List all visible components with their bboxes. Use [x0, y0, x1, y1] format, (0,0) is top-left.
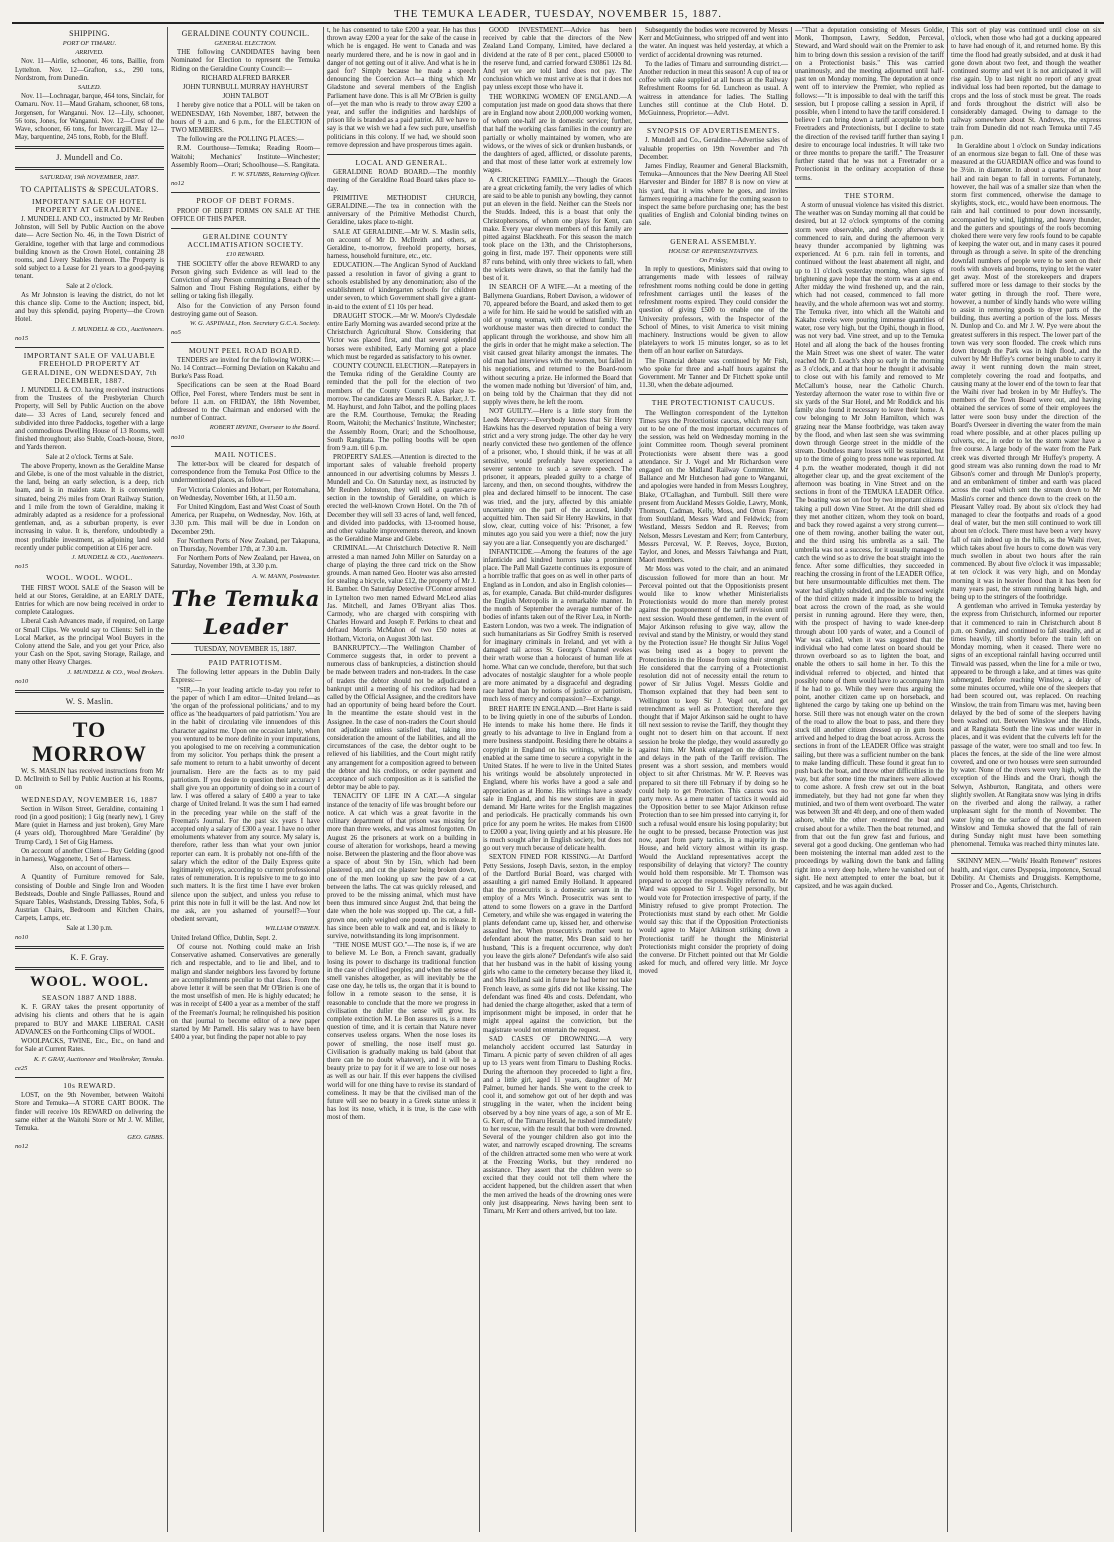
- returning-officer-signature: F. W. STUBBS, Returning Officer.: [231, 171, 320, 179]
- freehold-time: Sale at 2 o'clock. Terms at Sale.: [45, 453, 134, 461]
- obrien-signature: WILLIAM O'BRIEN.: [265, 925, 320, 933]
- overseer-signature: ROBERT IRVINE, Overseer to the Board.: [209, 424, 320, 432]
- assembly-item: In reply to questions, Ministers said that owing to arrangements made with lessees of railway refreshment rooms nothing could be done in getting refreshment carriages until the leases of the refreshment rooms expired. They could consider the question of giving £500 to enable one of the University professors, with the Inspector of the School of Mines, to visit America to visit mining machinery. Instructions would be given to allow platelayers to work 15 minutes longer, so as to let them off an hour earlier on Saturdays.: [639, 266, 788, 356]
- acclimatisation-text: THE SOCIETY offer the above REWARD to any Person giving such Evidence as will lead to the Conviction of any Person committing a Breach of the Salmon and Trout Fishing Regulations, either by selling or taking fish illegally.: [171, 260, 320, 301]
- mail-item: For Northern Ports of New Zealand, per Hawea, on Saturday, November 19th, at 3.30 p.m.: [171, 555, 320, 571]
- divider: [15, 690, 164, 693]
- news-item: CRIMINAL.—At Christchurch Detective R. Neill arrested a man named John Miller on Saturday on a charge of playing the three card trick on the Show grounds. A man named Geo. Hooter was also arrested for stealing a bicycle, value £12, the property of Mr J. H. Bamber. On Saturday Detective O'Connor arrested in Lyttelton two men named Edward McLeod alias Jas. Mitchell, and James O'Bryant alias Thos. Carmody, who are charged with conspiring with Charles Howard and Joseph F. Perkins to cheat and defraud Morris McMahon of two £50 notes at Hotham, Victoria, on August 30th last.: [327, 545, 476, 643]
- caucus-text: Mr Moss was voted to the chair, and an animated discussion followed for more than an hour. Mr Perceval pointed out that the Oppositionists present would like to know whether Ministerialists Protectionists would do more than merely protest against the postponement of the tariff revision until next session. Would these gentlemen, in the event of Major Atkinson refusing to give way, allow the revival and stand by the Ministry, or would they stand by the Protection issue? He thought Sir Julius Vogel was being used as a bogey to prevent the Protectionists in the House from using their strength. He considered that the carrying of a Protectionist resolution did not of necessity entail the return to power of Sir Julius Vogel. Messrs Goldie and Thomson explained that they had been sent to Wellington to keep Sir J. Vogel out, and get retrenchment as well as Protection; therefore they thought that if Major Atkinson said he ought to have till next session to revise the Tariff, they thought they ought not to desert him on that account. If next session he broke the pledge, they would assuredly go against him. Mr Monk enlarged on the difficulties and delays in the path of the Tariff revision. The present was a short session, and members would object to sit after Christmas. Mr W. P. Reeves was prepared to sit there till February if by doing so he could help to get Protection. This caucus was no party move. As a mere matter of tactics it would aid the Opposition better to see Major Atkinson refuse Protection than to see him pressed into carrying it, for such a refusal would ensure his losing popularity; but he ought to be pressed, because Protection was just now, apart from party tactics, in a majority in the House, and held victory almost within its grasp. Would the Auckland representatives accept the responsibility of delaying that victory? The country would hold them responsible. Mr T. Thomson was prepared to accept the responsibility referred to. Mr Ward was opposed to Sir J. Vogel personally, but would vote for Protection irrespective of party, if the Ministry refused to give prompt Protection. The Protectionists must stand by each other. Mr Goldie would say this: that if the Opposition Protectionists would agree to Major Atkinson striking down a Protectionist tariff he thought the Ministerial Protectionists might consider the propriety of doing the converse. Dr Fitchett pointed out that Mr Goldie asked for much, and offered very little. Mr Joyce moved: [639, 566, 788, 976]
- tomorrow-heading: TO MORROW: [32, 717, 147, 767]
- caucus-heading: THE PROTECTIONIST CAUCUS.: [651, 398, 776, 408]
- sailed-heading: SAILED.: [77, 84, 102, 92]
- divider: [795, 187, 944, 188]
- paid-patriotism-comment: Of course not. Nothing could make an Irish Conservative ashamed. Conservatives are generally rich and respectable, and to lie and libel, and to malign and slander neighbors less favored by fortune are accomplishments peculiar to that class. From the above letter it will be seen that Mr O'Brien is one of the most unselfish of men. He is highly educated; he was in receipt of £400 a year as a member of the staff of the Freeman's Journal; he relinquished his position on that journal to become editor of a new paper started by Mr Parnell. His salary was to have been £400 a year, but finding the paper not able to pay: [171, 943, 320, 1042]
- auctioneers-signature: J. MUNDELL & CO., Auctioneers.: [71, 553, 164, 561]
- divider: [15, 946, 164, 949]
- divider: [327, 154, 476, 155]
- secretary-signature: W. G. ASPINALL, Hon. Secretary G.C.A. Society.: [189, 320, 320, 328]
- ad-code: no10: [15, 933, 29, 941]
- freehold-heading: IMPORTANT SALE OF VALUABLE FREEHOLD PROPERTY AT GERALDINE, ON WEDNESDAY, 7th DECEMBER, 1887.: [21, 351, 158, 385]
- news-item: INFANTICIDE.—Among the features of the age infanticide and kindred horrors take a prominent place. The Pall Mall Gazette continues its exposure of a horrible traffic that goes on as well in other parts of England as in London, and also in English colonies—as, for example, Canada. But child-murder disfigures the English Metropolis in a remarkable manner. In the month of September the average number of the bodies of infants taken out of the River Lea, in North-Eastern London, was two a week. The indignation of such humanitarians as Sir Godfrey Smith is reserved for imaginary criminals in Ireland, and yet with a damaged tail across St. George's Channel evokes their wrath worse than a holocaust of human life at home. What can we conclude, therefore, but that such advocates of nostalgic slaughter for a whole people are more animated by a disgraceful and degrading race hatred than by notions of justice or patriotism, much less of mercy and compassion?—Exchange.: [483, 548, 632, 704]
- candidate: JOHN TURNBULL MURRAY HAYHURST: [182, 84, 309, 92]
- divider: [15, 146, 164, 149]
- proof-heading: PROOF OF DEBT FORMS.: [196, 196, 295, 206]
- news-item: BANKRUPTCY.—The Wellington Chamber of Commerce suggests that, in order to prevent a numerous class of bankruptcies, a distinction should be made between traders and non-traders. In the case of traders the debtor should not be adjudicated a bankrupt until a meeting of his creditors had been called by the Official Assignee, and the creditors have had an opportunity of being heard before the Court. In the meantime the estate should vest in the Assignee. In the case of non-traders the Court should not adjudicate unless satisfied that, taking into consideration the amount of the liabilities, and all the circumstances of the case, the debtor ought to be relieved of his liabilities, and the Court might ratify any arrangement for a composition agreed to between the debtor and his creditors, or order payment and acceptance of such composition as it is satisfied the debtor may be able to pay.: [327, 644, 476, 792]
- mail-item: For United Kingdom, East and West Coast of South America, per Ruapehu, on Wednesday, Nov. 16th, at 3.30 p.m. This mail will be due in London on December 29th.: [171, 503, 320, 536]
- news-item: BRET HARTE IN ENGLAND.—Bret Harte is said to be living quietly in one of the suburbs of London. He intends to make his home there. He finds it greatly to his advantage to live in England from a mere business standpoint. Residing there he obtains a copyright in England on his writings, while he is enabled at the same time to secure a copyright in the United States. If he were to live in the United States his writings would be absolutely unprotected in England, where his works have a good a sale and appreciation as at Home. His writings have a steady sale in England, and his new stories are in great demand. Mr Harte writes for the English magazines and periodicals. He practically commands his own price for any poem he writes. He makes from £1600 to £2000 a year, living quietly and at his pleasure. He is much sought after in English society, but does not go out very much because of delicate health.: [483, 705, 632, 853]
- column-1: [12, 27, 168, 1532]
- news-item: "THE NOSE MUST GO."—The nose is, if we are to believe M. Le Bon, a French savant, gradually losing its power to discharge its traditional function in the case of civilised peoples; and when the sense of smell vanishes altogether, as will inevitably be the case one day, he tells us, the organ that it is bound to follow in a remote season to the sense, it is reasonable to conclude that the more we progress in civilisation the duller the sense will grow. Its complete extinction M. Le Bon assures us, is a mere question of time, and it is certain that Nature never conserves useless organs. When the nose loses its power of smelling, the nose itself must go. Civilisation is gradually making us bald (about that there can be no doubt whatever), and it will be a beauty prize to pay for it if we are to lose our noses as well as our hair. If this ever happens the civilised world will for one thing have to revise its standard of comeliness. It may be that the civilised man of the future will see no beauty in a Greek statue unless it has lost its nose, which, it is true, is the case with most of them.: [327, 942, 476, 1122]
- synopsis-item: J. Mundell and Co., Geraldine—Advertise sales of valuable properties on 19th November and 7th December.: [639, 137, 788, 161]
- mundell-heading: J. Mundell and Co.: [56, 153, 123, 163]
- synopsis-item: James Findlay, Reaumer and General Blacksmith, Temuka—Announces that the New Deering All Steel Harvester and Binder for 1887 8 is now on view at his yard, that it wins where he goes, and invites farmers requiring a machine for the coming season to inspect the same before purchasing one; has the best qualities of English and Colonial binding twines on sale.: [639, 163, 788, 228]
- christchurch-storm: A gentleman who arrived in Temuka yesterday by the express from Christchurch, informed our reporter that it commenced to rain in Christchurch about 8 p.m. on Sunday, and continued to fall steadily, and at times heavily, till shortly before the train left on Monday morning, when it ceased. There were no signs of an exceptional rainfall having occurred until Tinwald was passed, when the line for a mile or two, appeared to be through a lake, and at times was quite submerged. Before reaching Winslow, a delay of some minutes occurred, while one of the sleepers that had been scoured out, was replaced. On reaching Winslow, the train from Timaru was met, having been delayed by the bed of some of the sleepers having been washed out. Between Winslow and the Hinds, and at Rangitata South the line was under water in places, and it was evident that the culverts left for the passage of the water, were too small and too few. In places the fences, at the side of the line were almost covered, and one or two houses were seen surrounded by water. None of the rivers were very high, with the exception of the Hinds and the Orari, though the Selwyn, Ashburton, Rangitata, and others were slightly swollen. At Rangitata snow was lying in drifts on the riverbed and along the railway, a rather unpleasant sight for the month of November. The water lying on the surface of the ground between Winslow and Temuka showed that the fall of rain during Sunday night must have been something phenomenal. Temuka was reached thirty minutes late.: [951, 603, 1101, 849]
- news-item: TENACITY OF LIFE IN A CAT.—A singular instance of the tenacity of life was brought before our notice. A cat which was a great favorite in the culinary department of that prison was missing for more than three weeks, and was almost forgotten. On August 26 the prisoners at work on a building in course of alteration for workshops, heard a mewing noise. Between the plastering and the floor above was a space of about 9in by 15in, which had been plastered up, and cut the plaster being broken down, one of the men looking up saw the paw of a cat between the laths. The cat was quickly released, and proved to be the missing animal, which must have been thus immured since August 2nd, that being the date when the hole was stopped up. The cat, a full-grown one, only weighed one pound on its release. It has since been able to walk and eat, and is likely to survive, notwithstanding its long imprisonment.: [327, 793, 476, 940]
- reward-signature: GEO. GIBBS.: [127, 1134, 164, 1142]
- news-item: SALE AT GERALDINE.—Mr W. S. Maslin sells, on account of Mr D. McIlreith and others, at Geraldine, to-morrow, freehold property, horses, harness, household furniture, etc., etc.: [327, 228, 476, 261]
- ad-code: no15: [15, 563, 29, 571]
- obrien-letter: "SIR,—In your leading article to-day you refer to the paper of which I am editor—United Ireland—as 'the organ of the professional politicians,' and to my office as 'the headquarters of paid patriotism.' You are in the habit of circulating vile innuendoes of this character against me. Upon one occasion lately, when you ventured to be more definite in your imputations, you apologised to me on receiving a communication from my solicitor. You perhaps think the present a safe moment to return to a habit unworthy of decent journalism. Here are the facts as to my paid patriotism. If you desire to question their accuracy I shall give you an opportunity of doing so in a court of law. I was offered a salary of £400 a year to take charge of United Ireland. It was the sum I had earned in the preceding year while on the staff of the Freeman's Journal. For the past six years I have accepted only a salary of £300 a year. I have no other emoluments whatever from any source. My salary is, therefore, rather less than what your own junior reporter can earn. It is probably not one-fifth of the salary which the editor of the Daily Express quite legitimately enjoys, according to current professional rates of remuneration. It is repulsive to me to go into such matters. It is the first time I have ever broken silence upon the subject, and unless you refuse to print this note in full it will be the last. And now let me ask, are you ashamed of yourself?—Your obedient servant,: [171, 686, 320, 924]
- news-item: Subsequently the bodies were recovered by Messrs Kerr and McGuinness, who stripped off and went into the water. An inquest was held yesterday, at which a verdict of accidental drowning was returned.: [639, 27, 788, 59]
- gray-signature: K. F. GRAY, Auctioneer and Woolbroker, Temuka.: [33, 1055, 164, 1063]
- news-item: A CRICKETING FAMILY.—Though the Graces are a great cricketing family, the very ladies of which are said to be able to punish any bowling, they cannot put an eleven in the field. Neither can the Steels nor the Studds. Indeed, this is a boast that only the Christophersons, of whom one plays for Kent, can make. Every year eleven members of this family are pitted against Blackheath. For this season the match took place on the 13th, and the Christophersons, going in first, made 197. Their opponents were still 87 runs behind, with only three wickets to fall, when the wickets were drawn, so that the family had the best of it.: [483, 176, 632, 283]
- divider: [171, 228, 320, 229]
- news-item: PROPERTY SALES.—Attention is directed to the important sales of valuable freehold property announced in our advertising columns by Messrs J. Mundell and Co. On Saturday next, as instructed by Mr Reuben Johnston, they will sell a quarter-acre section in the township of Geraldine, on which is erected the well-known Crown Hotel. On the 7th of December they will sell 33 acres of land, well fenced, and divided into paddocks, with 13-roomed house, and other valuable improvements thereon, and known as the Geraldine Manse and Glebe.: [327, 454, 476, 544]
- council-heading: GERALDINE COUNTY COUNCIL.: [181, 29, 310, 38]
- ad-code: no10: [171, 433, 185, 441]
- polling-places-intro: The following are the POLLING PLACES:—: [177, 136, 304, 144]
- hotel-sale-heading: IMPORTANT SALE OF HOTEL PROPERTY AT GERALDINE.: [32, 196, 147, 214]
- paid-patriotism-heading: PAID PATRIOTISM.: [208, 657, 283, 667]
- acclimatisation-heading: GERALDINE COUNTY ACCLIMATISATION SOCIETY.: [187, 232, 304, 250]
- proof-text: PROOF OF DEBT FORMS ON SALE AT THE OFFICE OF THIS PAPER.: [171, 207, 320, 223]
- storm-text: A storm of unusual violence has visited this district. The weather was on Sunday morning all that could be desired, but at 12 o'clock symptoms of the coming storm were observable, and shortly afterwards it commenced to rain, and during the afternoon very heavy thunder accompanied by lightning was experienced. At 6 p.m. rain fell in torrents, and continued without the least abatement all night, and up to 11 o'clock yesterday morning, when signs of brightening gave hope that the storm was at an end. After midday the wind freshened up, and the rain, which had not ceased, commenced to fall more heavily, and the whole afternoon was wet and stormy. The Temuka river, into which all the Waitohi and Kakahu creeks were pouring immense quantities of water, rose very high, but the Opihi, though in flood, was not very bad. Vine street, and up to the Temuka Hotel and all along the back of the houses fronting the Main Street was one sheet of water. The water reached Mr D. Leach's shop so early in the morning as 3 o'clock, and at that hour he thought it advisable to close out with his family and removed to Mr McCallum's house, near the Catholic Church. Yesterday afternoon the water rose to within five or six yards of the Star Hotel, and Mr Roddick and his family also found it necessary to leave their home. A cow belonging to Mr John Hamilton, which was grazing near the Manse footbridge, was taken away by the flood, and when last seen she was swimming down through George street in the middle of the stream. Doubtless many losses will be sustained, but up to the time of going to press none was reported. At 4 p.m. the weather moderated, though it did not altogether clear up, and the great excitement of the afternoon was boating in Vine Street and on the sections in front of the TEMUKA LEADER Office. The boating was set on foot by two important citizens taking a pull down Vine Street. At the drill shed ed they met another citizen, whom they took on board, and back they rowed against a very strong current—one of them rowing, another bailing the water out, and the third using his umbrella as a sail. The umbrella was not a success, for it usually managed to catch the wind so as to drive the boat straight into the fence. After some difficulties, they succeeded in reaching the crossing in front of the LEADER Office, but here unsurmountable difficulties met them. The water had slightly subsided, and the increased weight of the third citizen made it impossible to bring the boat across the crown of the road, as she would persist in running aground. Here they were, then, with the prospect of having to wade knee-deep through about 100 yards of water, and a Council of War was called, when it was suggested that the individual who had come latest on board should be thrown overboard so as to lighten the boat, and enable the others to sail home in her. To this the individual referred to objected, and hinted that possibly none of them would have to accompany him if he had to go. While they were thus arguing the point, another citizen came up on horseback, and lightened the cargo by taking one up behind on the horse. Still there was not enough water on the crown of the road to allow the boat to pass, and there they stuck till another citizen dressed up in gum boots arrived and helped to drag the boat across. Across the sections in front of the LEADER Office was straight sailing, but there was a sufficient number on the bank to make landing difficult. These found it great fun to push back the boat, and throw other difficulties in the way, but after some time the mariners were allowed to come ashore. A fresh crew set out in the boat immediately, but they had not gone far when they mutinied, and two of them went overboard. The water was between 3ft and 4ft deep, and one of them waded ashore, while the other re-entered the boat and cruised about for a while. Then the boat returned, and from that out the fun grew fast and furious, and several got a good ducking. One gentleman who had been moistening the internal man added zest to the proceedings by walking down the bank and falling right into a very deep hole, where he vanished out of sight. He next attempted to enter the boat, but it capsized, and he was again ducked.: [795, 202, 944, 890]
- caucus-text: The Wellington correspondent of the Lyttelton Times says the Protectionist caucus, which may turn out to be one of the most important occurrences of the session, was held on Wednesday morning in the joint Committee room. Though several prominent Protectionists were absent there was a good attendance. Sir J. Vogel and Mr Richardson were engaged on the Midland Railway Committee. Mr Ballance and Mr Hutcheson had gone to Wanganui, and apologies were handed in from Messrs Loughrey, Blake, O'Callaghan, and Turnbull. Still there were present from Auckland Messrs Goldie, Lawry, Monk, Thomson, Cadman, Kelly, Moss, and Orton Fraser; from Southland, Messrs Ward and Feldwick; from Westland, Messrs Seddon and R. Reeves; from Nelson, Messrs Levestam and Kerr; from Canterbury, Messrs Perceval, W. P. Reeves, Joyce, Buxton, Taylor, and Jones, and Messrs Taiwhanga and Pratt, Maori members.: [639, 409, 788, 565]
- news-item: PRIMITIVE METHODIST CHURCH, GERALDINE.—The tea in connection with the anniversary of the Primitive Methodist Church, Geraldine, takes place to-night.: [327, 194, 476, 227]
- maslin-furniture: A Quantity of Furniture removed for Sale, consisting of Double and Single Iron and Wooden Bedsteads, Double and Single Palliasses, Round and Square Tables, Washstands, Dressing Tables, Sofa, 6 Austrian Chairs, Bedroom and Kitchen Chairs, Carpets, Lamps, etc.: [15, 874, 164, 923]
- maslin-account: On account of another Client— Buy Gelding (good in harness), Waggonette, 1 Set of Harness.: [15, 847, 164, 864]
- news-item: SEXTON FINED FOR KISSING.—At Dartford Petty Sessions, Joseph Davis, sexton, in the employ of the Dartford Burial Board, was charged with assaulting a girl named Emily Holland. It appeared that the prosecutrix is a domestic servant in the employ of a Mrs Winch. Prosecutrix was sent to attend to some flowers on a grave in the Dartford Cemetery, and while she was engaged in watering the plants defendant came up, kissed her, and otherwise assaulted her. When prosecutrix's mother went to defendant about the matter, Mrs Dean said to her husband, 'This is a frequent occurrence, why don't you leave the girls alone?' Defendant's wife also said that her husband was in the habit of kissing young girls who came to the cemetery because they liked it, and Mrs Holland said in future he had better not take French leave, as some girls did not like kissing. The defendant was fined 40s and costs. Defendant, who had denied the charge altogether, asked that a term of imprisonment might be imposed, in order that he might appeal against the conviction, but the magistrate would not entertain the request.: [483, 854, 632, 1034]
- woolpacks-text: WOOLPACKS, TWINE, Etc., Etc., on hand and for Sale at Current Rates.: [15, 1038, 164, 1054]
- news-item: GOOD INVESTMENT.—Advice has been received by cable that the directors of the New Zealand Land Company, Limited, have declared a dividend at the rate of 8 per cent., placed £50000 to the reserve fund, and carried forward £30861 12s 8d. And yet we are told land does not pay. The conclusion which we must arrive at is that it does not pay unless except those who have it.: [483, 27, 632, 92]
- mail-text: The letter-box will be cleared for despatch of correspondence from the Temuka Post Office to the undermentioned places, as follow—: [171, 460, 320, 485]
- sale-date: SATURDAY, 19th NOVEMBER, 1887.: [39, 174, 140, 182]
- freehold-note: The above Property, known as the Geraldine Manse and Glebe, is one of the most valuable in the district, the land, being an early selection, is a deep, rich loam, and is in maiden state. It is conveniently situated, being 2½ miles from Orari Railway Station, and 1 mile from the town of Geraldine, making it admirably adapted as a residence for a professional gentleman, and, as a suburban property, is ever increasing in value. It is, therefore, undoubtedly a most profitable investment, as adjoining land sold recently under public competition at £16 per acre.: [15, 462, 164, 552]
- divider: [15, 167, 164, 170]
- news-item: COUNTY COUNCIL ELECTION.—Ratepayers in the Temuka riding of the Geraldine County are reminded that the poll for the election of two members of the County Council takes place to-morrow. The candidates are Messrs R. A. Barker, J. T. M. Hayhurst, and John Talbot, and the polling places are the R.M. Courthouse, Temuka; the Reading Room, Waitohi; the Mechanics' Institute, Winchester; the Assembly Room, Orari; and the Schoolhouse, South Rangitata. The polling booths will be open from 9 a.m. till 6 p.m.: [327, 362, 476, 452]
- maslin-lots: Section in Wilson Street, Geraldine, containing 1 rood (in a good position); 1 Gig (nearly new), 1 Grey Mare (quiet in Harness and just broken), Grey Mare (4 years old), Thoroughbred Mare 'Geraldine' (by Trump Card), 1 Set of Gig Harness.: [15, 805, 164, 846]
- ad-code: no12: [15, 1143, 29, 1151]
- mail-heading: MAIL NOTICES.: [214, 449, 277, 459]
- divider: [15, 967, 164, 970]
- hotel-sale-note: As Mr Johnston is leaving the district, do not let this chance slip. Come to the Auction; inspect, bid, and buy this splendid, paying Property—the Crown Hotel.: [15, 291, 164, 324]
- reward-text: LOST, on the 9th November, between Waitohi Store and Temuka—A STORE CART BOOK. The finder will receive 10s REWARD on delivering the same either at the Waitohi Store or Mr J. W. Miller, Temuka.: [15, 1092, 164, 1132]
- divider: [639, 233, 788, 234]
- arrived-list: Nov. 11—Airlie, schooner, 46 tons, Baillie, from Lyttelton. Nov. 12—Grafton, s.s., 290 tons, Nordstrom, from Dunedin.: [15, 58, 164, 82]
- advertisement-skinny-men: SKINNY MEN.—"Wells' Health Renewer" restores health, and vigor, cures Dyspepsia, impotence, Sexual Debility. At Chemists and Druggists. Kempthorne, Prosser and Co., Agents, Christchurch.: [951, 858, 1101, 890]
- maslin-text: W. S. MASLIN has received instructions from Mr D. McIlreith to Sell by Public Auction at his Rooms, on: [15, 768, 164, 792]
- mail-item: For Victoria Colonies and Hobart, per Rotomahana, on Wednesday, November 16th, at 11.50 a.m.: [171, 486, 320, 502]
- tenders-text: TENDERS are invited for the following WORK:— No. 14 Contract—Forming Deviation on Kakahu and Burke's Pass Road.: [171, 356, 320, 381]
- paid-patriotism-intro: The following letter appears in the Dublin Daily Express:—: [171, 669, 320, 685]
- geraldine-storm: In Geraldine about 1 o'clock on Sunday indications of an enormous size began to fall. One of these was measured at the GUARDIAN office and was found to be 3½in. in diameter. In about a quarter of an hour hail and rain began to fall in torrents. Fortunately, however, the hail was of a smaller size than when the storm first commenced, otherwise the damage to skylights, stock, etc., would have been enormous. The rain and hail continued to pour down incessantly, accompanied by wind, lightning, and heavy thunder, and the gutters and spoutings of the roofs becoming choked there were very few roofs found to be capable of keeping the water out, and in many cases it poured through as through a seive. In spite of the drenching downfall numbers of people were to be seen on their roofs with shovels and brooms, trying to let the water get away. Most of the storekeepers and drapers suffered more or less damage to their stocks by the water getting in through the roof. There were, however, a number of kindly hands who were willing to assist in removing goods to dryer parts of the building, thus averting a portion of the loss. Messrs N. Dunlop and Co. and Mr J. W. Pye were about the greatest sufferers in this respect. The lower part of the town was very soon flooded. The creek which runs down through the Park was in high flood, and the culvert by Mr Huffey's corner being unable to carry it away it went running down the main street, completely covering the road and footpaths, and causing many at the lower end of the town to fear that the Waihi river had broken in by Mr Huffey's. The members of the Town Board were out, and having obtained the services of some of their employees the latter were soon busy under the direction of the Board's Overseer in diverting the water from the main road where possible, and at other places pulling up culverts, etc., in order to let the storm water have a free course. A large body of the water from the Park creek was diverted through Mr Huffey's property. A good stream was also running down the road to Mr Gibson's corner and through Mr Dunlop's property, and an embankment of timber and earth was placed across the road which sent the stream down to Mr Maslin's corner and thence down to the creek on the Pleasant Valley road. By about six o'clock they had managed to clear the footpaths and roads of a good deal of water, but the men still continued to work till about ten o'clock. There must have been a very heavy fall of rain indeed up in the hills, as the Waihi river, which takes about five hours to come down was very much swollen in about two hours after the rain commenced. By about five o'clock it was impassable; at ten o'clock it was very high, and on Monday morning it was in heavier flood than it has been for many years past, the stream running bank high, and being up to the stringers of the footbridge.: [951, 142, 1101, 602]
- paid-patriotism-continued: t, he has consented to take £200 a year. He has thus thrown away £200 a year for the sake of the cause in which he is engaged. He went to Canada and was nearly murdered there, and he is now in gaol and in danger of not getting out of it alive. And what is he in gaol for? Simply because he made a speech denouncing the Coercion Act—a thing which Mr Gladstone and several members of the English Parliament have done. This is all Mr O'Brien is guilty of—yet the man who is ready to throw away £200 a year, and suffer the indignities and hardships of prison life is branded as a paid patriot. All we have to say is that we wish we had a few such pure, unselfish politicians in this colony. If we had, we should soon remove depression and have prosperous times again.: [327, 27, 476, 149]
- news-item: GERALDINE ROAD BOARD.—The monthly meeting of the Geraldine Road Board takes place to-day.: [327, 169, 476, 193]
- maslin-time: Sale at 1.30 p.m.: [66, 924, 113, 932]
- divider: [951, 853, 1101, 854]
- postmaster-signature: A. W. MANN, Postmaster.: [252, 572, 320, 580]
- wool-row-heading: WOOL. WOOL. WOOL.: [46, 573, 133, 583]
- hotel-sale-time: Sale at 2 o'clock.: [66, 282, 113, 290]
- news-item: EDUCATION.—The Anglican Synod of Auckland passed a resolution in favor of giving a grant to schools established by any denomination; also of the establishment of kindergarten schools for children under seven, to which Government shall give a grant-in-aid to the extent of £1 10s per head.: [327, 262, 476, 311]
- friday-heading: On Friday,: [699, 257, 728, 265]
- acclimatisation-reward: £10 REWARD.: [226, 251, 265, 259]
- divider: [15, 1077, 164, 1078]
- storm-heading: THE STORM.: [844, 190, 895, 200]
- liberal-advances-text: Liberal Cash Advances made, if required, on Large or Small Clips. We would say to Clients: Sell in the Local Market, as the principal Wool Buyers in the Colony attend the Sale, and you get your Price, also your Cash on the Spot, saving Storage, Railage, and many other Heavy Charges.: [15, 618, 164, 667]
- house-heading: HOUSE OF REPRESENTATIVES.: [668, 247, 759, 255]
- column-4: [480, 27, 636, 1532]
- gray-heading: K. F. Gray.: [70, 953, 109, 963]
- auctioneers-signature: J. MUNDELL & CO., Auctioneers.: [71, 325, 164, 333]
- candidate: RICHARD ALFRED BARKER: [201, 74, 290, 82]
- divider: [15, 711, 164, 714]
- column-5: [636, 27, 792, 1532]
- letter-location: United Ireland Office, Dublin, Sept. 2.: [171, 934, 278, 942]
- candidates-text: THE following CANDIDATES having been Nominated for Election to represent the Temuka Riding on the Geraldine County Council:—: [171, 49, 320, 73]
- news-item: THE WORKING WOMEN OF ENGLAND.—A computation just made on good data shows that there are in England now about 2,000,000 working women, of whom one-half are in domestic service; further, that half the working class families in the country are partially or wholly maintained by women, who are widows, or the wives of sick or drunken husbands, or the daughters of aged, afflicted, or dissolute parents, and that most of these latter work at extremely low wages.: [483, 93, 632, 175]
- maslin-heading: W. S. Maslin.: [65, 697, 114, 707]
- masthead: THE TEMUKA LEADER, TUESDAY, NOVEMBER 15, 1887.: [12, 6, 1104, 24]
- ad-code: ce25: [15, 1064, 28, 1072]
- polling-places: R.M. Courthouse—Temuka; Reading Room—Waitohi; Mechanics' Institute—Winchester; Assembly Room—Orari; Schoolhouse—S. Rangitata.: [171, 145, 320, 169]
- divider: [171, 192, 320, 193]
- election-heading: GENERAL ELECTION.: [214, 40, 277, 47]
- woolbrokers-signature: J. MUNDELL & CO., Wool Brokers.: [67, 668, 164, 676]
- column-6: [792, 27, 948, 1532]
- arrived-heading: ARRIVED.: [75, 49, 104, 57]
- assembly-item: The Financial debate was continued by Mr Fish, who spoke for three and a-half hours against the Government. Mr Tanner and Dr Fitchett spoke until 11.30, when the debate adjourned.: [639, 357, 788, 390]
- season-heading: SEASON 1887 AND 1888.: [41, 993, 138, 1003]
- maslin-date: WEDNESDAY, NOVEMBER 16, 1887: [21, 794, 158, 804]
- freehold-text: J. MUNDELL & CO. having received instructions from the Trustees of the Presbyterian Church Property, will Sell by Public Auction on the above date— 33 Acres of Land, securely fenced and subdivided into three Paddocks, together with a large and commodious Dwelling House of 13 Rooms, well finished throughout; also Stable, Coach-house, Store, and Yards thereon.: [15, 386, 164, 452]
- column-7: [948, 27, 1104, 1532]
- divider: [15, 347, 164, 348]
- column-2: [168, 27, 324, 1532]
- local-general-heading: LOCAL AND GENERAL.: [355, 158, 448, 168]
- road-board-heading: MOUNT PEEL ROAD BOARD.: [188, 345, 303, 355]
- wool-big-heading: WOOL. WOOL.: [30, 974, 149, 991]
- port-heading: PORT OF TIMARU.: [62, 40, 117, 47]
- poll-text: I hereby give notice that a POLL will be taken on WEDNESDAY, 16th November, 1887, between the hours of 9 a.m. and 6 p.m., for the ELECTION of TWO MEMBERS.: [171, 102, 320, 135]
- ad-code: no10: [15, 677, 29, 685]
- divider: [171, 342, 320, 343]
- column-3: [324, 27, 480, 1532]
- paper-title: The Temuka Leader: [171, 585, 320, 639]
- acclimatisation-also: Also for the Conviction of any Person found destroying game out of Season.: [171, 302, 320, 318]
- ad-code: no12: [171, 180, 185, 188]
- ad-code: no5: [171, 329, 181, 337]
- capitalists-heading: TO CAPITALISTS & SPECULATORS.: [20, 184, 159, 194]
- storm-continued: This sort of play was continued until close on six o'clock, when those who had got a ducking appeared to have had enough of it, and returned home. By this time the flood had greatly subsided, and at dusk it had gone down about two feet, and though the weather continued stormy and wet it is not anticipated it will rise again. Up to last night no report of any great individual loss had been reported, but the damage to crops and the loss of stock must be great. The roads and fords throughout the district will also be considerably damaged. Owing to damage to the railway somewhere about St. Andrews, the express train from Dunedin did not reach Temuka until 7.45 p.m.: [951, 27, 1101, 141]
- news-item: DRAUGHT STOCK.—Mr W. Moore's Clydesdale entire Early Morning was awarded second prize at the Christchurch Agricultural Show. Considering that Victor was placed first, and that several splendid horses were exhibited, Early Morning got a place which must be regarded as satisfactory to his owner.: [327, 312, 476, 361]
- shipping-heading: SHIPPING.: [69, 29, 110, 38]
- ad-code: no15: [15, 334, 29, 342]
- dateline: TUESDAY, NOVEMBER 15, 1887.: [171, 643, 320, 655]
- synopsis-heading: SYNOPSIS OF ADVERTISEMENTS.: [646, 126, 781, 136]
- caucus-continued: —"That a deputation consisting of Messrs Goldie, Monk, Thompson, Lawry, Seddon, Perceval, Steward, and Ward should wait on the Premier to ask him to bring down this session a revision of the tariff on a Protectionist basis." This was carried unanimously, and the meeting adjourned until half-past ten on Monday morning. The deputation at once went off to interview the Premier, who replied as follows:—"It is impossible to deal with the tariff this session, but I propose calling a session in April, if possible, when I intend to have the tariff considered. I believe I can bring down a tariff acceptable to both Freetraders and Protectionists, but I decline to state the direction of the revised tariff further than saying I desire to encourage local industries. It will take two or three months to prepare the tariff." The Treasurer further stated that he was not a Freetrader or a Protectionist in the ordinary acceptation of those terms.: [795, 27, 944, 182]
- hotel-sale-text: J. MUNDELL AND CO., instructed by Mr Reuben Johnston, will Sell by Public Auction on the above date— Acre Section No. 46, in the Town District of Geraldine, together with that large and commodious building known as the Crown Hotel, containing 28 rooms, and Livery Stables thereon. The Property is sold subject to a Lease for 21 years to a good-paying tenant.: [15, 216, 164, 281]
- divider: [171, 446, 320, 447]
- columns: [12, 27, 1104, 1532]
- mail-item: For Northern Ports of New Zealand, per Takapuna, on Thursday, November 17th, at 7.30 a.m.: [171, 537, 320, 553]
- news-item: SAD CASES OF DROWNING.—A very melancholy accident occurred last Saturday in Timaru. A picnic party of seven children of all ages up to 13 years went from Timaru to Dashing Rocks. During the afternoon they proceeded to light a fire, and a little girl, aged 11 years, daughter of Mr Palmer, burned her hands. She went to the creek to cool it, and somehow got out of her depth and was struggling in the water, when the incident being observed by a boy nine years of age, a son of Mr E. G. Kerr, of the Timaru Herald, he rushed immediately to her rescue, with the result that both were drowned. Several of the younger children also got into the water, and narrowly escaped drowning. The screams of the children attracted some men who were at work at the Freezing Works, but they rendered no assistance. They assert that the children were so excited that they could not tell them where the accident happened, but the children assert that when the men arrived the heads of the drowning ones were only just disappearing. News having been sent to Timaru, Mr Kerr and others arrived, but too late.: [483, 1035, 632, 1216]
- specifications-text: Specifications can be seen at the Road Board Office, Peel Forest, where Tenders must be sent in before 11 a.m. on FRIDAY, the 18th November, addressed to the Chairman and endorsed with the number of Contract.: [171, 382, 320, 423]
- divider: [639, 122, 788, 123]
- gray-text: K. F. GRAY takes the present opportunity of advising his clients and others that he is again prepared to BUY and MAKE LIBERAL CASH ADVANCES on the Forthcoming Clips of WOOL.: [15, 1004, 164, 1036]
- assembly-heading: GENERAL ASSEMBLY.: [670, 236, 757, 246]
- news-item: NOT GUILTY.—Here is a little story from the Leeds Mercury:—Everybody knows that Sir Henry Hawkins has the deserved reputation of being a very strict and a very strong judge. The other day he very nearly convicted these two gentlemen of the offence of a prisoner, who, I should think, if he was at all sensitive, would preferably have experienced a severer sentence to such a severe speech. The prisoner, it appears, pleaded guilty to a charge of larceny, and then, on second thoughts, withdrew the plea and declared himself to be innocent. The case was tried, and the jury, affected by this amiable uncertainty on the part of the accused, kindly acquitted him. Then said Sir Henry Hawkins, in that slow, clear, cutting voice of his: 'Prisoner, a few minutes ago you said you were a thief; now the jury say you are a liar. Consequently you are discharged.': [483, 408, 632, 547]
- news-item: To the ladies of Timaru and surrounding district.—Another reduction in meat this season! A cup of tea or coffee with cake supplied at all hours at the Railway Refreshment Rooms for 6d. Luncheon as usual. A waitress in attendance for ladies. The Stalling Lunches still continue at the Club Hotel. D. McGuinness, Proprietor.—Advt.: [639, 60, 788, 118]
- candidate: JOHN TALBOT: [222, 93, 269, 101]
- sailed-list: Nov. 11—Lochnagar, barque, 464 tons, Sinclair, for Oamaru. Nov. 11—Maud Graham, schooner, 68 tons, Jorgensen, for Wanganui. Nov. 12—Lily, schooner, 56 tons, Jones, for Wanganui. Nov. 12—Crest of the Wave, schooner, 66 tons, for Invercargill. May 12—May, barquentine, 245 tons, Robb, for the Bluff.: [15, 93, 164, 142]
- wool-sale-text: THE FIRST WOOL SALE of the Season will be held at our Stores, Geraldine, at an EARLY DATE, Entries for which are now being received in order to complete Catalogues.: [15, 584, 164, 617]
- reward-heading: 10s REWARD.: [63, 1080, 116, 1090]
- divider: [639, 394, 788, 395]
- maslin-also: Also, on account of others—: [49, 865, 130, 873]
- news-item: IN SEARCH OF A WIFE.—At a meeting of the Ballymena Guardians, Robert Davison, a widower of 70, appeared before the Board, and asked them to get a wife for him. He said he would be satisfied with an old or young woman, with or without family. The workhouse master was then directed to conduct the applicant through the workhouse, and show him all the girls in order that he might make a selection. The visit caused great hilarity amongst the inmates. The old man had interviews with the women, but failed in his negotiations, and returned to the Board-room without securing a prize. He informed the Board that the women made nothing but 'diversion' of him, and, on being told by the Chairman that they did not supply wives there, he left the room.: [483, 284, 632, 407]
